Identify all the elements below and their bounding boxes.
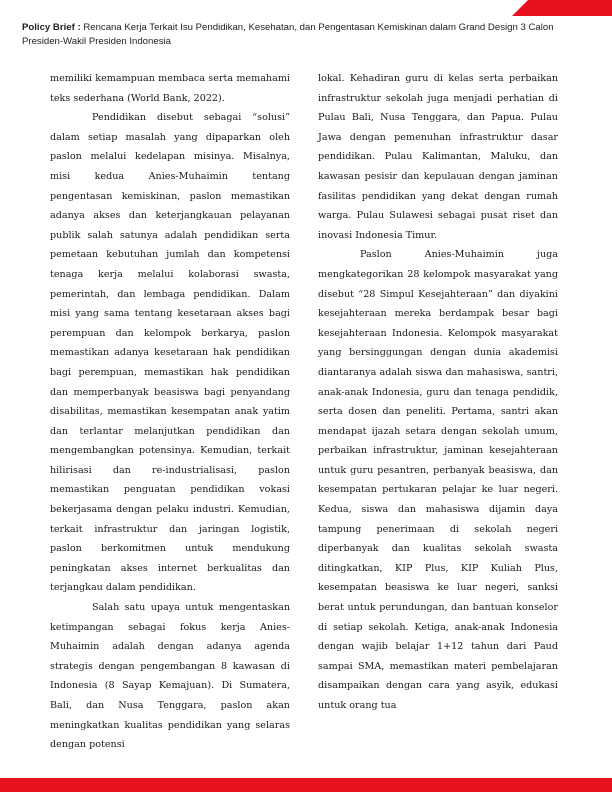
left-paragraph-1: memiliki kemampuan membaca serta memahami teks sederhana (World Bank, 2022). bbox=[50, 73, 290, 104]
right-paragraph-2: Paslon Anies-Muhaimin juga mengkategorikan 28 kelompok masyarakat yang disebut “28 Simpul Kesejahteraan” dan diyakini kesejahteraan mereka berdampak besar bagi kesejahteraan Indonesia. Kelompok masyarakat yang bersinggungan dengan dunia akademisi diantaranya adalah siswa dan mahasiswa, santri, anak-anak Indonesia, guru dan tenaga pendidik, serta dosen dan peneliti. Pertama, santri akan mendapat ijazah setara dengan sekolah umum, perbaikan infrastruktur, jaminan kesejahteraan untuk guru pesantren, perbanyak beasiswa, dan kesempatan pertukaran pelajar ke luar negeri. Kedua, siswa dan mahasiswa dijamin daya tampung penerimaan di sekolah negeri diperbanyak dan kualitas sekolah swasta ditingkatkan, KIP Plus, KIP Kuliah Plus, kesempatan beasiswa ke luar negeri, sanksi berat untuk perundungan, dan bantuan konselor di setiap sekolah. Ketiga, anak-anak Indonesia dengan wajib belajar 1+12 tahun dari Paud sampai SMA, memastikan materi pembelajaran disampaikan dengan cara yang asyik, edukasi untuk orang tua bbox=[318, 249, 558, 711]
left-column bbox=[50, 69, 290, 751]
page-header bbox=[22, 21, 582, 49]
header-label: Policy Brief : bbox=[22, 22, 81, 33]
left-paragraph-3: Salah satu upaya untuk mengentaskan ketimpangan sebagai fokus kerja Anies-Muhaimin adalah dengan adanya agenda strategis dengan pengembangan 8 kawasan di Indonesia (8 Sayap Kemajuan). Di Sumatera, Bali, dan Nusa Tenggara, paslon akan meningkatkan kualitas pendidikan yang selaras dengan potensi bbox=[50, 602, 290, 751]
right-paragraph-1: lokal. Kehadiran guru di kelas serta perbaikan infrastruktur sekolah juga menjadi perhatian di Pulau Bali, Nusa Tenggara, dan Papua. Pulau Jawa dengan pemenuhan infrastruktur dasar pendidikan. Pulau Kalimantan, Maluku, dan kawasan pesisir dan kepulauan dengan jaminan fasilitas pendidikan yang dekat dengan rumah warga. Pulau Sulawesi sebagai pusat riset dan inovasi Indonesia Timur. bbox=[318, 73, 558, 241]
footer-accent-bar bbox=[0, 778, 612, 792]
left-paragraph-2: Pendidikan disebut sebagai “solusi” dalam setiap masalah yang dipaparkan oleh paslon melalui kedelapan misinya. Misalnya, misi kedua Anies-Muhaimin tentang pengentasan kemiskinan, paslon memastikan adanya akses dan keterjangkauan pelayanan publik salah satunya adalah pendidikan serta pemetaan kebutuhan jumlah dan kompetensi tenaga kerja melalui kolaborasi swasta, pemerintah, dan lembaga pendidikan. Dalam misi yang sama tentang kesetaraan akses bagi perempuan dan kelompok berkarya, paslon memastikan adanya kesetaraan hak pendidikan bagi perempuan, memastikan hak pendidikan dan memperbanyak beasiswa bagi penyandang disabilitas, memastikan kesempatan anak yatim dan terlantar melanjutkan pendidikan dan mengembangkan potensinya. Kemudian, terkait hilirisasi dan re-industrialisasi, paslon memastikan penguatan pendidikan vokasi bekerjasama dengan pelaku industri. Kemudian, terkait infrastruktur dan jaringan logistik, paslon berkomitmen untuk mendukung peningkatan akses internet berkualitas dan terjangkau dalam pendidikan. bbox=[50, 112, 290, 594]
header-accent-bar bbox=[512, 0, 612, 16]
header-title: Rencana Kerja Terkait Isu Pendidikan, Kesehatan, dan Pengentasan Kemiskinan dalam Grand Design 3 Calon Presiden-Wakil Presiden Indonesia bbox=[22, 22, 554, 47]
right-column bbox=[318, 69, 558, 719]
